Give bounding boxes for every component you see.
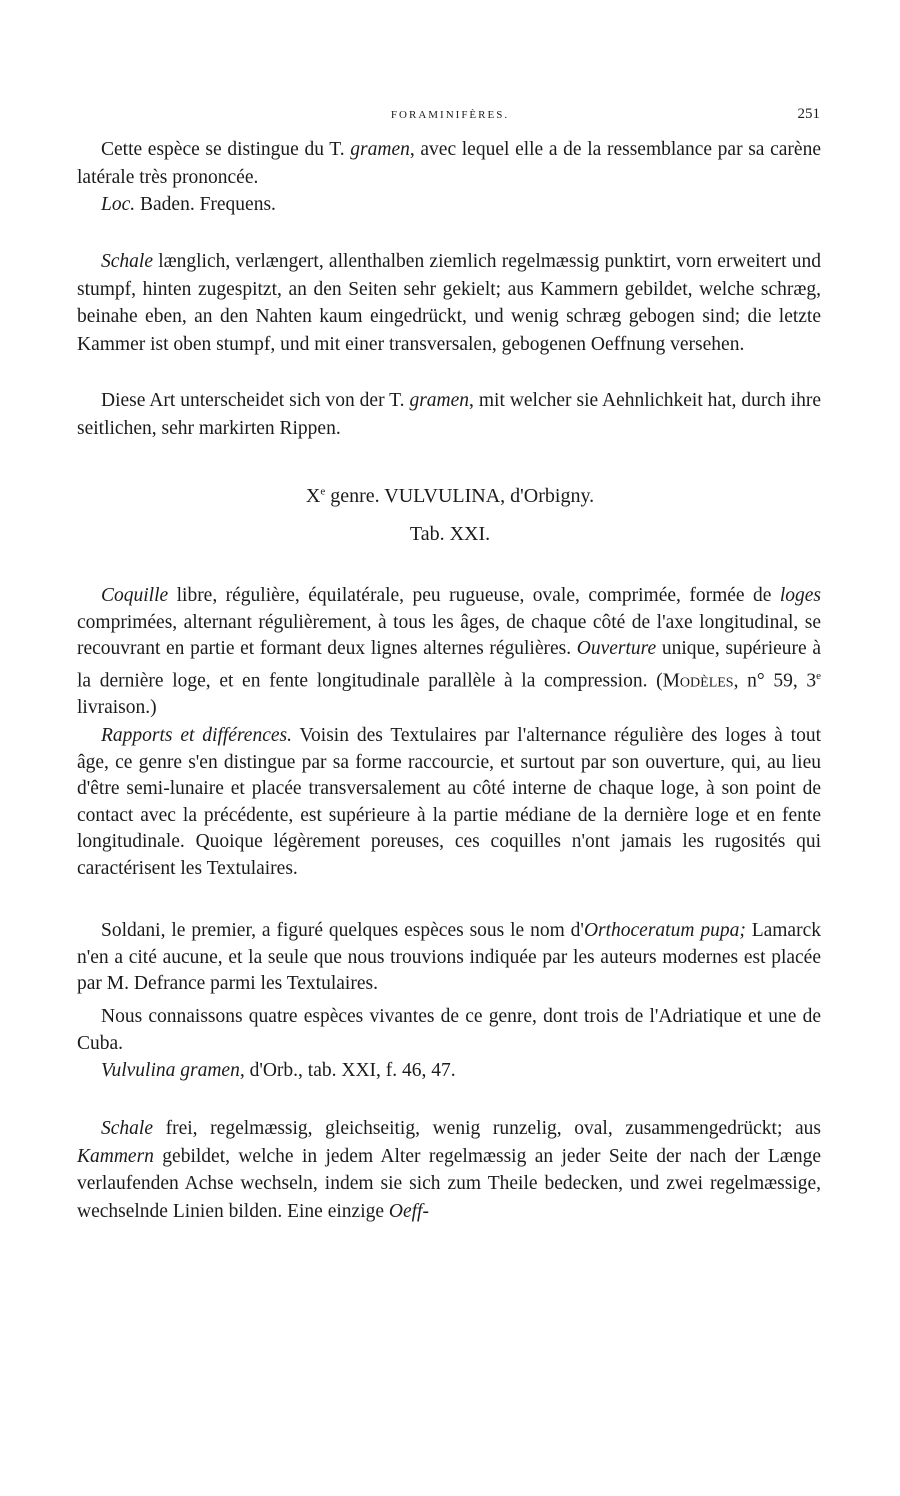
french-paragraph-species-distinction: Cette espèce se distingue du T. gramen, avec lequel elle a de la ressemblance par sa carène latérale très prononcée.: [77, 139, 821, 188]
page-header: [0, 106, 900, 126]
plate-reference: Tab. XXI.: [409, 523, 491, 545]
species-reference: Vulvulina gramen, d'Orb., tab. XXI, f. 46, 47.: [101, 1060, 456, 1081]
german-paragraph-genus-description: Schale frei, regelmæssig, gleichseitig, wenig runzelig, oval, zusammengedrückt; aus Kammern gebildet, welche in jedem Alter regelmæssig an jeder Seite der nach der Længe verlaufenden Achse wechseln, indem sie sich zum Theile bedecken, und zwei regelmæssige, wechselnde Linien bilden. Eine einzige Oeff-: [77, 1118, 821, 1222]
german-paragraph-distinction: Diese Art unterscheidet sich von der T. gramen, mit welcher sie Aehnlichkeit hat, durch ihre seitlichen, sehr markirten Rippen.: [77, 390, 821, 439]
page-number: 251: [797, 106, 820, 122]
german-paragraph-description: Schale længlich, verlængert, allenthalben ziemlich regelmæssig punktirt, vorn erweitert und stumpf, hinten zugespitzt, an den Seiten sehr gekielt; aus Kammern gebildet, welche schræg, beinahe eben, an den Nahten kaum eingedrückt, und wenig schræg gebogen sind; die letzte Kammer ist oben stumpf, und mit einer transversalen, gebogenen Oeffnung versehen.: [77, 251, 821, 355]
locality-line: Loc. Baden. Frequens.: [101, 194, 276, 215]
french-paragraph-species-count: Nous connaissons quatre espèces vivantes de ce genre, dont trois de l'Adriatique et une de Cuba.: [77, 1006, 821, 1054]
running-head: FORAMINIFÈRES.: [390, 109, 510, 121]
french-paragraph-rapports: Rapports et différences. Voisin des Textulaires par l'alternance régulière des loges à tout âge, ce genre s'en distingue par sa forme raccourcie, et surtout par son ouverture, qui, au lieu d'être semi-lunaire et placée transversalement au côté interne de chaque loge, à son point de contact avec la précédente, est supérieure à la partie médiane de la dernière loge et en fente longitudinale. Quoique légèrement poreuses, ces coquilles n'ont jamais les rugosités qui caractérisent les Textulaires.: [77, 725, 821, 879]
french-paragraph-soldani: Soldani, le premier, a figuré quelques espèces sous le nom d'Orthoceratum pupa; Lamarck n'en a cité aucune, et la seule que nous trouvions indiquée par les auteurs modernes est placée par M. Defrance parmi les Textulaires.: [77, 920, 821, 994]
french-paragraph-coquille: Coquille libre, régulière, équilatérale, peu rugueuse, ovale, comprimée, formée de loges comprimées, alternant régulièrement, à tous les âges, de chaque côté de l'axe longitudinal, se recouvrant en partie et formant deux lignes alternes régulières. Ouverture unique, supérieure à la dernière loge, et en fente longitudinale parallèle à la compression. (Modèles, n° 59, 3e livraison.): [77, 585, 821, 718]
genus-heading: Xe genre. VULVULINA, d'Orbigny.: [305, 485, 595, 507]
